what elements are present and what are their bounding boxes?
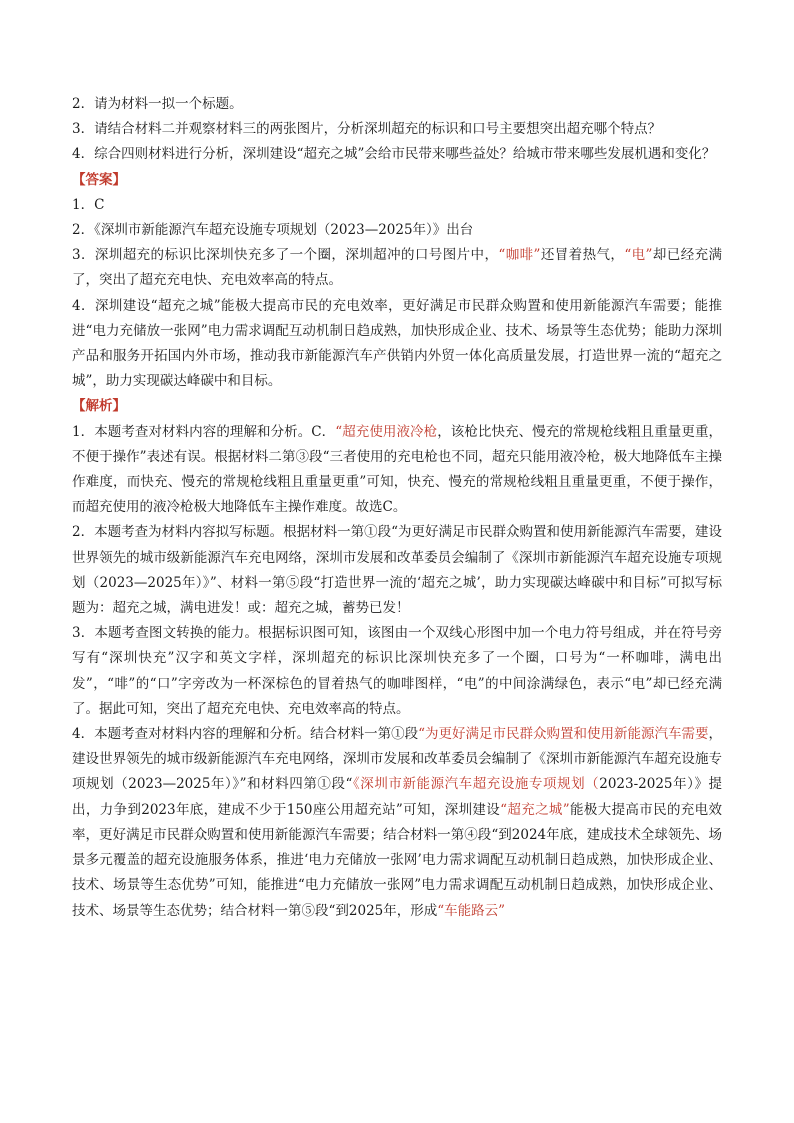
- analysis-heading: 【解析】: [72, 398, 126, 415]
- analysis-4-text-4: 能极大提高市民的充电效率，更好满足市民群众购置和使用新能源汽车需要；结合材料一第④段“到2024年底，建成技术全球领先、场景多元覆盖的超充设施服务体系，推进‘电力充储放一张网’电力需求调配互动机制日趋成熟，加快形成企业、技术、场景等生态优势”可知，能推进“电力充储放一张网”电力需求调配互动机制日趋成熟，加快形成企业、技术、场景等生态优势；结合材料一第⑤段“到2025年，形成: [72, 801, 722, 919]
- question-4: 4．综合四则材料进行分析，深圳建设“超充之城”会给市民带来哪些益处？给城市带来哪些发展机遇和变化？: [72, 146, 716, 163]
- answer-3-text-2: 还冒着热气，: [540, 247, 625, 264]
- analysis-4-text-3: 2023-2025年）》提出，力争到2023年底，建成不少于150座公用超充站”可知，深圳建设: [72, 776, 722, 818]
- document-body: [72, 92, 722, 924]
- answer-3-highlight-coffee: “咖啡”: [498, 247, 541, 264]
- analysis-1-highlight: “超充使用液冷枪: [335, 423, 438, 440]
- analysis-1-text-2: ，该枪比快充、慢充的常规枪线粗且重量更重，不便于操作”表述有误。根据材料二第③段“三者使用的充电枪也不同，超充只能用液冷枪，极大地降低车主操作难度，而快充、慢充的常规枪线粗且重量更重”可知，快充、慢充的常规枪线粗且重量更重，不便于操作，而超充使用的液冷枪极大地降低车主操作难度。故选C。: [72, 423, 723, 516]
- answer-3-text-1: 3．深圳超充的标识比深圳快充多了一个圈，深圳超冲的口号图片中，: [72, 247, 499, 264]
- analysis-4-text-2: ，建设世界领先的城市级新能源汽车充电网络，深圳市发展和改革委员会编制了《深圳市新能源汽车超充设施专项规划（2023—2025年）》”和材料四第①段“: [72, 726, 722, 793]
- analysis-3: 3．本题考查图文转换的能力。根据标识图可知，该图由一个双线心形图中加一个电力符号组成，并在符号旁写有“深圳快充”汉字和英文字样，深圳超充的标识比深圳快充多了一个圈，口号为“一杯咖啡，满电出发”，“啡”的“口”字旁改为一杯深棕色的冒着热气的咖啡图样，“电”的中间涂满绿色，表示“电”却已经充满了。据此可知，突出了超充充电快、充电效率高的特点。: [72, 625, 722, 717]
- answer-3-text-3: 却已经充满了，突出了超充充电快、充电效率高的特点。: [72, 247, 723, 289]
- analysis-2: 2．本题考查为材料内容拟写标题。根据材料一第①段“为更好满足市民群众购置和使用新能源汽车需要，建设世界领先的城市级新能源汽车充电网络，深圳市发展和改革委员会编制了《深圳市新能源汽车超充设施专项规划（2023—2025年）》”、材料一第⑤段“打造世界一流的‘超充之城’，助力实现碳达峰碳中和目标”可拟写标题为：超充之城，满电进发！或：超充之城，蓄势已发！: [72, 524, 722, 617]
- question-3: 3．请结合材料二并观察材料三的两张图片，分析深圳超充的标识和口号主要想突出超充哪个特点？: [72, 121, 662, 138]
- analysis-4-highlight-1: “为更好满足市民群众购置和使用新能源汽车需要: [418, 726, 709, 743]
- answer-4: 4．深圳建设“超充之城”能极大提高市民的充电效率，更好满足市民群众购置和使用新能源汽车需要；能推进“电力充储放一张网”电力需求调配互动机制日趋成熟，加快形成企业、技术、场景等生态优势；能助力深圳产品和服务开拓国内外市场，推动我市新能源汽车产供销内外贸一体化高质量发展，打造世界一流的“超充之城”，助力实现碳达峰碳中和目标。: [72, 297, 722, 390]
- analysis-4: [72, 722, 722, 924]
- analysis-4-highlight-2: 《深圳市新能源汽车超充设施专项规划（: [352, 776, 600, 793]
- analysis-4-text-1: 4．本题考查对材料内容的理解和分析。结合材料一第①段: [72, 726, 419, 743]
- analysis-4-highlight-4: “车能路云”: [437, 902, 506, 919]
- answer-2: 2．《深圳市新能源汽车超充设施专项规划（2023—2025年）》出台: [72, 222, 474, 239]
- analysis-1-text-1: 1．本题考查对材料内容的理解和分析。C．: [72, 423, 336, 440]
- answer-heading: 【答案】: [72, 171, 126, 188]
- question-2: 2．请为材料一拟一个标题。: [72, 96, 243, 112]
- analysis-1: [72, 420, 722, 521]
- analysis-4-highlight-3: “超充之城”: [500, 801, 570, 818]
- answer-3: [72, 243, 722, 293]
- answer-1: 1．C: [72, 196, 105, 213]
- answer-3-highlight-electric: “电”: [624, 247, 653, 264]
